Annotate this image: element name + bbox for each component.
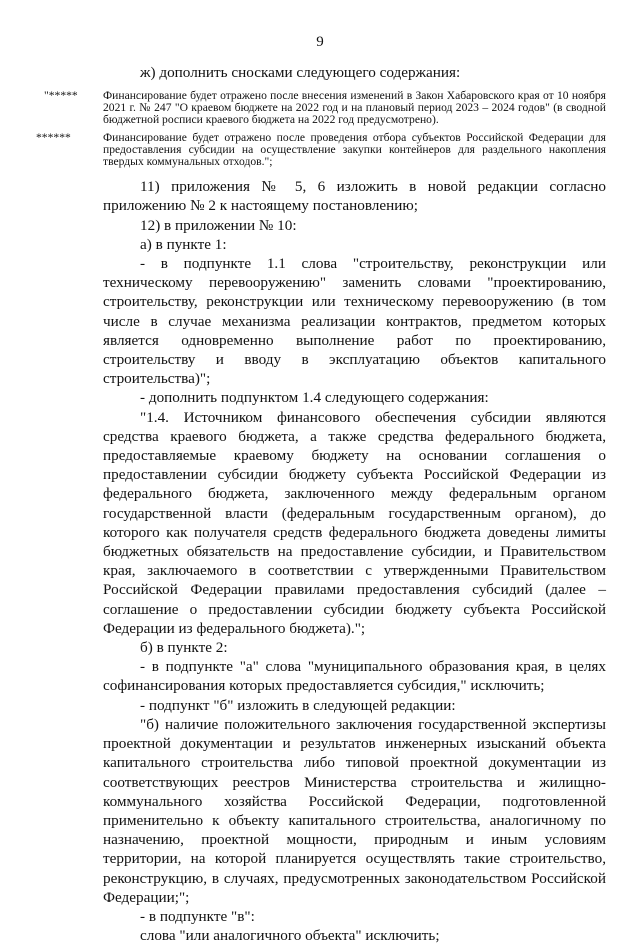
footnote-text: Финансирование будет отражено после проведения отбора субъектов Российской Федерации для предоставления субсидии на осуществление закупки контейнеров для раздельного накопления твердых коммунальных отходов.";: [103, 131, 606, 169]
paragraph: - дополнить подпунктом 1.4 следующего содержания:: [140, 389, 489, 407]
paragraph: а) в пункте 1:: [140, 235, 227, 253]
page-number: 9: [316, 34, 324, 50]
footnote-mark: "*****: [44, 89, 78, 103]
paragraph: слова "или аналогичного объекта" исключить;: [140, 927, 440, 945]
footnote-text: Финансирование будет отражено после внесения изменений в Закон Хабаровского края от 10 ноября 2021 г. № 247 "О краевом бюджете на 2022 год и на плановый период 2023 – 2024 годов" (в сводной бюджетной росписи краевого бюджета на 2022 год предусмотрено).: [103, 89, 606, 127]
paragraph: 11) приложения № 5, 6 изложить в новой редакции согласно приложению № 2 к настоящему постановлению;: [103, 178, 606, 215]
footnote: [44, 89, 606, 127]
paragraph: - в подпункте 1.1 слова "строительству, реконструкции или техническому перевооружению" заменить словами "проектированию, строительству, реконструкции или техническому перевооружению (в том числе в случае механизма реализации контрактов, предметом которых является одновременно выполнение работ по проектированию, строительству и вводу в эксплуатацию объектов капитального строительства)";: [103, 255, 606, 388]
footnote: [36, 131, 606, 169]
document-body: [36, 63, 606, 945]
footnote-mark: ******: [36, 131, 71, 145]
paragraph: - подпункт "б" изложить в следующей редакции:: [140, 696, 456, 714]
paragraph: 12) в приложении № 10:: [140, 216, 297, 234]
paragraph: "1.4. Источником финансового обеспечения субсидии являются средства краевого бюджета, а также средства федерального бюджета, предоставляемые краевому бюджету на основании соглашения о предоставлении субсидии бюджету субъекта Российской Федерации из федерального бюджета, заключенного между федеральным органом государственной власти (федеральным государственным органом), до которого как получателя средств федерального бюджета доведены лимиты бюджетных обязательств на предоставление субсидии, и Правительством края, заключаемого в соответствии с утвержденными Правительством Российской Федерации правилами предоставления субсидий (далее – соглашение о предоставлении субсидии бюджету субъекта Российской Федерации из федерального бюджета).";: [103, 408, 606, 637]
paragraph: ж) дополнить сносками следующего содержания:: [140, 64, 461, 81]
paragraph: - в подпункте "в":: [140, 907, 255, 925]
paragraph: б) в пункте 2:: [140, 639, 228, 657]
paragraph: "б) наличие положительного заключения государственной экспертизы проектной документации и результатов инженерных изысканий объекта капитального строительства либо типовой проектной документации из соответствующих реестров Министерства строительства и жилищно-коммунального хозяйства Российской Федерации, подготовленной применительно к объекту капитального строительства, аналогичному по назначению, проектной мощности, природным и иным условиям территории, на которой планируется осуществлять такие строительство, реконструкцию, в случаях, предусмотренных законодательством Российской Федерации;";: [103, 715, 606, 906]
paragraph: - в подпункте "а" слова "муниципального образования края, в целях софинансирования которых предоставляется субсидия," исключить;: [103, 658, 606, 695]
